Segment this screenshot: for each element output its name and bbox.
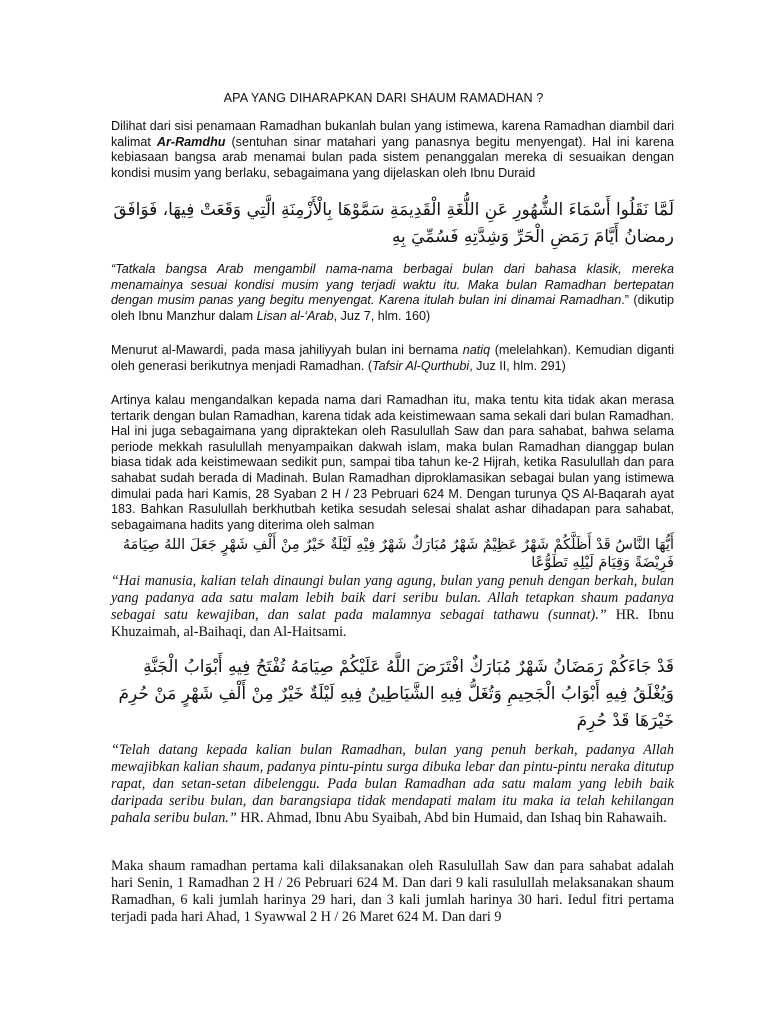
first-fasting-paragraph: Maka shaum ramadhan pertama kali dilaksanakan oleh Rasulullah Saw dan para sahabat adalah hari Senin, 1 Ramadhan 2 H / 26 Pebruari 624 M. Dan dari 9 kali rasulullah melaksanakan shaum Ramadhan, 6 kali jumlah harinya 29 hari, dan 3 kali jumlah harinya 30 hari. Iedul fitri pertama terjadi pada hari Ahad, 1 Syawwal 2 H / 26 Maret 624 M. Dan dari 9 xyxy=(111,858,674,925)
citation-text: .” (dikutip oleh Ibnu Manzhur dalam xyxy=(111,293,674,323)
translation-hadith-salman xyxy=(111,573,674,641)
hadith-salman-quote: “Hai manusia, kalian telah dinaungi bulan yang agung, bulan yang penuh dengan berkah, bulan yang padanya ada satu malam lebih baik dari seribu bulan. Allah tetapkan shaum padanya sebagai satu kewajiban, dan salat pada malamnya sebagai tathawu (sunnat).” xyxy=(111,573,674,623)
arabic-hadith-ramadhan: قَدْ جَاءَكُمْ رَمَضَانُ شَهْرٌ مُبَارَكٌ افْتَرَضَ اللَّهُ عَلَيْكُمْ صِيَامَهُ تُفْتَحُ فِيهِ أَبْوَابُ الْجَنَّةِ وَيُغْلَقُ فِيهِ أَبْوَابُ الْجَحِيمِ وَتُغَلُّ فِيهِ الشَّيَاطِينُ فِيهِ لَيْلَةٌ خَيْرٌ مِنْ أَلْفِ شَهْرٍ مَنْ حُرِمَ خَيْرَهَا قَدْ حُرِمَ xyxy=(118,657,674,731)
page-title: APA YANG DIHARAPKAN DARI SHAUM RAMADHAN ? xyxy=(223,91,544,105)
citation-volume: , Juz 7, hlm. 160) xyxy=(333,308,431,323)
ar-ramdhu-term: Ar-Ramdhu xyxy=(156,134,226,149)
hadith-ramadhan-source: HR. Ahmad, Ibnu Abu Syaibah, Abd bin Humaid, dan Ishaq bin Rahawaih. xyxy=(236,810,667,826)
translation-hadith-ramadhan xyxy=(111,742,674,827)
book-title-qurthubi: Tafsir Al-Qurthubi xyxy=(372,358,470,373)
intro-text-a: Dilihat dari sisi penamaan Ramadhan bukanlah bulan yang istimewa, karena Ramadhan diambil dari kalimat xyxy=(111,119,674,149)
mawardi-text-a: Menurut al-Mawardi, pada masa jahiliyyah bulan ini bernama xyxy=(111,343,463,357)
arabic-quote-ibnu-duraid: لَمَّا نَقَلُوا أَسْمَاءَ الشُّهُورِ عَنِ اللُّغَةِ الْقَدِيمَةِ سَمَّوْهَا بِالْأَزْمِنَةِ الَّتِي وَقَعَتْ فِيهَا، فَوَافَقَ رمضانُ أَيَّامَ رَمَضِ الْحَرِّ وَشِدَّتِهِ فَسُمِّيَ بِهِ xyxy=(113,200,674,247)
mawardi-text-c: (melelahkan). Kemudian diganti oleh generasi berikutnya menjadi Ramadhan. ( xyxy=(111,343,674,373)
hadith-ramadhan-quote: “Telah datang kepada kalian bulan Ramadhan, bulan yang penuh berkah, padanya Allah mewajibkan kalian shaum, padanya pintu-pintu surga dibuka lebar dan pintu-pintu neraka ditutup rapat, dan setan-setan dibelenggu. Pada bulan Ramadhan ada satu malam yang lebih baik daripada seribu bulan, dan barangsiapa tidak mendapati malam itu maka ia telah kehilangan pahala seribu bulan.” xyxy=(111,742,674,826)
intro-paragraph xyxy=(111,119,674,181)
mawardi-paragraph xyxy=(111,343,674,374)
translation-ibnu-duraid xyxy=(111,262,674,324)
intro-text-c: (sentuhan sinar matahari yang panasnya begitu menyengat). Hal ini karena kebiasaan bangsa arab menamai bulan pada sistem penanggalan mereka di sesuaikan dengan kondisi musim yang berlaku, sebagaimana yang dijelaskan oleh Ibnu Duraid xyxy=(111,134,674,180)
hadith-salman-source: HR. Ibnu Khuzaimah, al-Baihaqi, dan Al-Haitsami. xyxy=(111,607,674,640)
natiq-term: natiq xyxy=(462,343,491,357)
history-paragraph: Artinya kalau mengandalkan kepada nama dari Ramadhan itu, maka tentu kita tidak akan merasa tertarik dengan bulan Ramadhan, karena tidak ada keistimewaan sama sekali dari bulan Ramadhan. Hal ini juga sebagaimana yang dipraktekan oleh Rasulullah Saw dan para sahabat, bahwa selama periode mekkah rasulullah menyampaikan dakwah islam, maka bulan Ramadhan dianggap bulan biasa tidak ada keistimewaan sedikit pun, sampai tiba tahun ke-2 Hijrah, ketika Rasulullah dan para sahabat sudah berada di Madinah. Bulan Ramadhan diproklamasikan sebagai bulan yang istimewa dimulai pada hari Kamis, 28 Syaban 2 H / 23 Pebruari 624 M. Dengan turunya QS Al-Baqarah ayat 183. Bahkan Rasulullah berkhutbah ketika sesudah selesai shalat ashar dihadapan para sahabat, sebagaimana hadits yang diterima oleh salman xyxy=(111,393,674,532)
mawardi-text-e: , Juz II, hlm. 291) xyxy=(469,358,566,373)
book-title-lisan: Lisan al-‘Arab xyxy=(256,308,334,323)
arabic-hadith-salman: أَيُّهَا النَّاسُ قَدْ أَظَلَّكُمْ شَهْرٌ عَظِيْمٌ شَهْرٌ مُبَارَكٌ شَهْرٌ فِيْهِ لَيْلَةٌ خَيْرٌ مِنْ أَلْفِ شَهْرٍ جَعَلَ اللهُ صِيَامَهُ فَرِيْضَةً وَقِيَامَ لَيْلِهِ تَطَوُّعًا xyxy=(122,537,674,571)
translation-quote: “Tatkala bangsa Arab mengambil nama-nama berbagai bulan dari bahasa klasik, mereka menamainya sesuai kondisi musim yang terjadi waktu itu. Maka bulan Ramadhan bertepatan dengan musim panas yang begitu menyengat. Karena itulah bulan ini dinamai Ramadhan xyxy=(111,262,674,308)
